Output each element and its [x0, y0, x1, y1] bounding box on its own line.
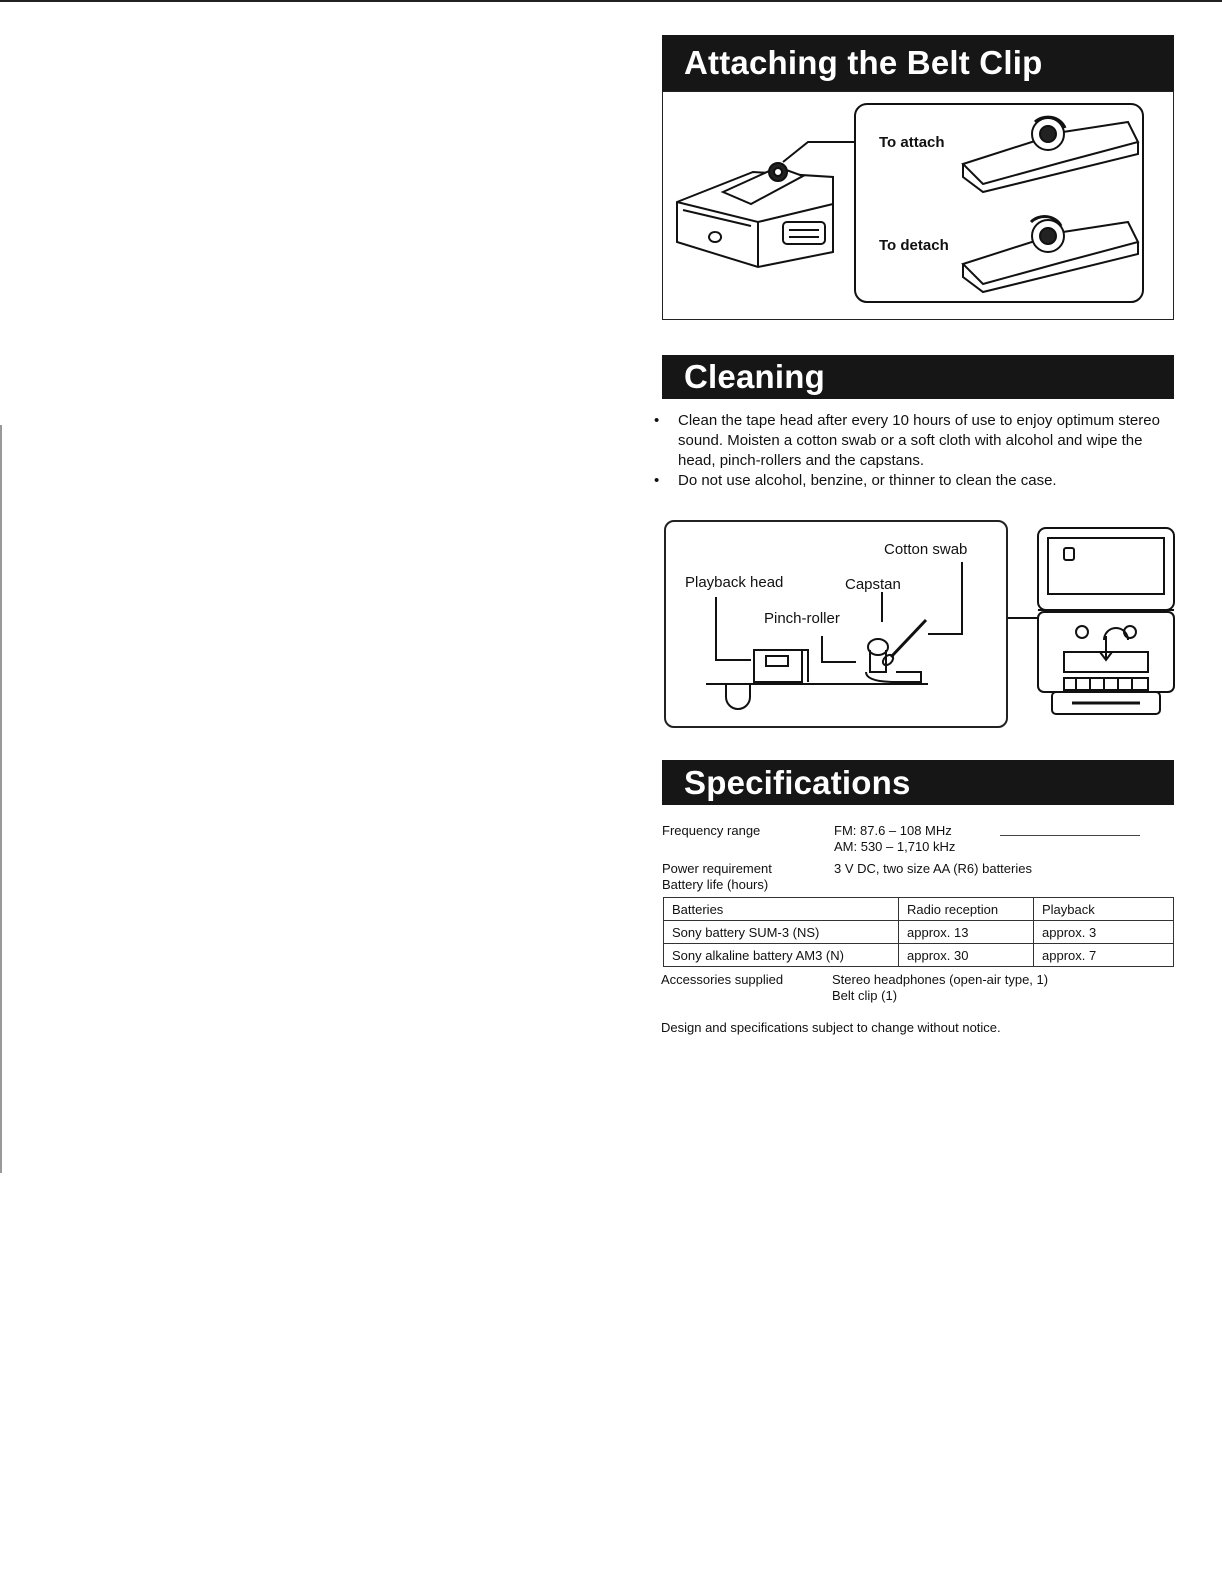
cleaning-heading: Cleaning [662, 355, 1174, 399]
tape-head-diagram [664, 520, 1008, 728]
accessories-label: Accessories supplied [661, 972, 784, 987]
power-requirement-label: Power requirement [662, 861, 772, 876]
page-left-rule [0, 425, 2, 1173]
table-header-cell: Radio reception [899, 898, 1034, 921]
table-header-row [664, 898, 1174, 921]
table-cell: Sony battery SUM-3 (NS) [664, 921, 899, 944]
power-requirement-value: 3 V DC, two size AA (R6) batteries [834, 861, 1032, 876]
playback-head-label: Playback head [685, 574, 784, 591]
specifications-note: Design and specifications subject to change without notice. [661, 1020, 1001, 1035]
belt-clip-panel [662, 91, 1174, 320]
table-cell: approx. 3 [1034, 921, 1174, 944]
frequency-range-label: Frequency range [662, 823, 761, 838]
belt-clip-illustration [663, 92, 1173, 318]
page-top-rule [0, 0, 1222, 2]
capstan-label: Capstan [845, 576, 901, 593]
fm-range: FM: 87.6 – 108 MHz [834, 823, 952, 838]
pinch-roller-label: Pinch-roller [764, 610, 840, 627]
to-detach-label: To detach [879, 237, 949, 254]
cleaning-instructions [648, 411, 1168, 491]
table-cell: approx. 7 [1034, 944, 1174, 967]
table-cell: Sony alkaline battery AM3 (N) [664, 944, 899, 967]
am-range: AM: 530 – 1,710 kHz [834, 839, 956, 854]
table-cell: approx. 13 [899, 921, 1034, 944]
battery-life-label: Battery life (hours) [662, 877, 769, 892]
battery-life-table [663, 897, 1174, 967]
table-row [664, 921, 1174, 944]
table-header-cell: Batteries [664, 898, 899, 921]
table-header-cell: Playback [1034, 898, 1174, 921]
specifications-heading: Specifications [662, 760, 1174, 805]
table-cell: approx. 30 [899, 944, 1034, 967]
cotton-swab-label: Cotton swab [884, 541, 968, 558]
rule [1000, 835, 1140, 836]
accessory-item: Belt clip (1) [832, 988, 898, 1003]
to-attach-label: To attach [879, 134, 945, 151]
cleaning-bullet: • Do not use alcohol, benzine, or thinner to clean the case. [648, 471, 1168, 491]
cleaning-bullet: • Clean the tape head after every 10 hours of use to enjoy optimum stereo sound. Moisten a cotton swab or a soft cloth with alcohol and wipe the head, pinch-rollers and the capstans. [648, 411, 1168, 471]
belt-clip-heading: Attaching the Belt Clip [662, 35, 1174, 91]
table-row [664, 944, 1174, 967]
open-cassette-player-illustration [1008, 520, 1183, 725]
accessory-item: Stereo headphones (open-air type, 1) [832, 972, 1049, 987]
